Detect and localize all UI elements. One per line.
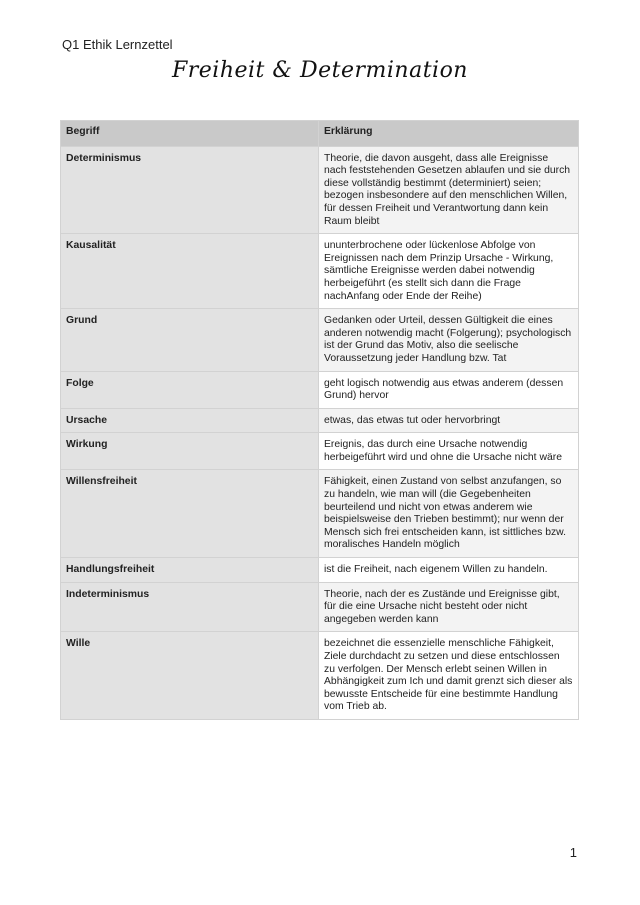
definition-cell: etwas, das etwas tut oder hervorbringt (319, 408, 579, 433)
table-row (61, 309, 579, 371)
table-row (61, 632, 579, 720)
definition-cell: Gedanken oder Urteil, dessen Gültigkeit die eines anderen notwendig macht (Folgerung); psychologisch ist der Grund das Motiv, also die seelische Voraussetzung jeder Handlung bzw. Tat (319, 309, 579, 371)
term-cell: Wirkung (61, 433, 319, 470)
definition-cell: ununterbrochene oder lückenlose Abfolge von Ereignissen nach dem Prinzip Ursache - Wirkung, sämtliche Ereignisse werden dabei notwendig herbeigeführt (es stellt sich dann die Frage nachAnfang oder Ende der Reihe) (319, 234, 579, 309)
term-cell: Handlungsfreiheit (61, 558, 319, 583)
term-cell: Wille (61, 632, 319, 720)
document-header: Q1 Ethik Lernzettel (62, 37, 173, 52)
definition-cell: geht logisch notwendig aus etwas anderem (dessen Grund) hervor (319, 371, 579, 408)
column-header-term: Begriff (61, 121, 319, 147)
definition-cell: Theorie, nach der es Zustände und Ereignisse gibt, für die eine Ursache nicht besteht oder nicht angegeben werden kann (319, 582, 579, 632)
table-row (61, 146, 579, 234)
table-row (61, 234, 579, 309)
table-row (61, 433, 579, 470)
table-row (61, 371, 579, 408)
definition-cell: Ereignis, das durch eine Ursache notwendig herbeigeführt wird und ohne die Ursache nicht wäre (319, 433, 579, 470)
table-header-row (61, 121, 579, 147)
glossary-table (60, 120, 579, 720)
table-row (61, 558, 579, 583)
term-cell: Grund (61, 309, 319, 371)
page-title: Freiheit & Determination (172, 58, 468, 83)
definition-cell: Fähigkeit, einen Zustand von selbst anzufangen, so zu handeln, wie man will (die Gegebenheiten beurteilend und nicht von etwas anderem wie beispielsweise den Trieben bestimmt); nur wenn der Mensch sich frei entscheiden kann, ist sittliches bzw. moralisches Handeln möglich (319, 470, 579, 558)
column-header-definition: Erklärung (319, 121, 579, 147)
definition-cell: bezeichnet die essenzielle menschliche Fähigkeit, Ziele durchdacht zu setzen und diese entschlossen zu verfolgen. Der Mensch erlebt seinen Willen in Abhängigkeit zum Ich und damit grenzt sich dieser als bewusste Entscheide für eine bestimmte Handlung vom Trieb ab. (319, 632, 579, 720)
table-row (61, 470, 579, 558)
table-row (61, 582, 579, 632)
term-cell: Indeterminismus (61, 582, 319, 632)
term-cell: Willensfreiheit (61, 470, 319, 558)
definition-cell: Theorie, die davon ausgeht, dass alle Ereignisse nach feststehenden Gesetzen ablaufen und sie durch diese vollständig bestimmt (determiniert) seien; bezogen insbesondere auf den menschlichen Willen, für dessen Freiheit und Verantwortung dann kein Raum bleibt (319, 146, 579, 234)
term-cell: Folge (61, 371, 319, 408)
term-cell: Ursache (61, 408, 319, 433)
table-row (61, 408, 579, 433)
definition-cell: ist die Freiheit, nach eigenem Willen zu handeln. (319, 558, 579, 583)
term-cell: Kausalität (61, 234, 319, 309)
page-number: 1 (569, 845, 577, 860)
term-cell: Determinismus (61, 146, 319, 234)
